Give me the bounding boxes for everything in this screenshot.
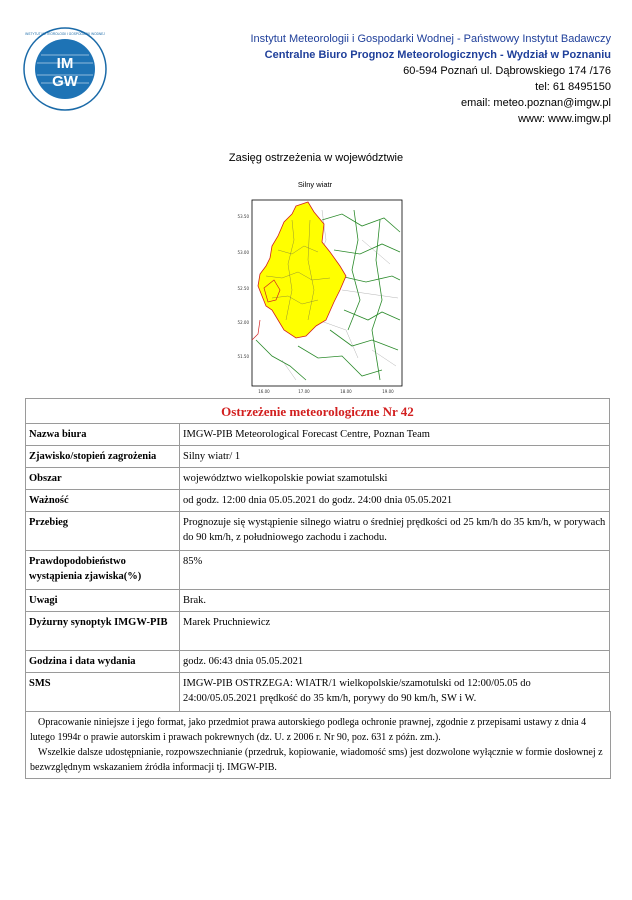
office-website[interactable]: www: www.imgw.pl (518, 113, 611, 125)
row-value-area: województwo wielkopolskie powiat szamotulski (180, 468, 610, 490)
row-value-probability: 85% (180, 551, 610, 590)
warning-map (222, 180, 408, 398)
row-value-phenomenon: Silny wiatr/ 1 (180, 446, 610, 468)
y-tick-1: 53.50 (237, 214, 249, 219)
row-label-validity: Ważność (26, 490, 180, 512)
y-tick-3: 52.50 (237, 286, 249, 291)
table-row (26, 512, 610, 551)
imgw-logo (23, 27, 107, 111)
row-value-office: IMGW-PIB Meteorological Forecast Centre, Poznan Team (180, 424, 610, 446)
y-tick-4: 52.00 (237, 320, 249, 325)
row-label-area: Obszar (26, 468, 180, 490)
row-label-sms: SMS (26, 673, 180, 712)
office-email[interactable]: email: meteo.poznan@imgw.pl (461, 97, 611, 109)
y-tick-2: 53.00 (237, 250, 249, 255)
office-address: 60-594 Poznań ul. Dąbrowskiego 174 /176 (403, 65, 611, 77)
row-value-issued: godz. 06:43 dnia 05.05.2021 (180, 651, 610, 673)
logo-text-bottom: GW (52, 73, 78, 90)
table-row (26, 490, 610, 512)
map-title: Zasięg ostrzeżenia w województwie (228, 152, 404, 164)
row-label-course: Przebieg (26, 512, 180, 551)
row-value-notes: Brak. (180, 590, 610, 612)
table-row (26, 673, 610, 712)
logo-ring-text: INSTYTUT METEOROLOGII I GOSPODARKI WODNEJ (25, 32, 105, 36)
row-value-forecaster: Marek Pruchniewicz (180, 612, 610, 651)
table-row (26, 424, 610, 446)
x-tick-2: 17.00 (298, 389, 310, 394)
row-label-forecaster: Dyżurny synoptyk IMGW-PIB (26, 612, 180, 651)
x-tick-1: 16.00 (258, 389, 270, 394)
map-canvas (222, 180, 408, 398)
x-tick-4: 19.00 (382, 389, 394, 394)
map-subtitle: Silny wiatr (297, 180, 333, 189)
row-label-probability: Prawdopodobieństwo wystąpienia zjawiska(%) (26, 551, 180, 590)
row-value-validity: od godz. 12:00 dnia 05.05.2021 do godz. 24:00 dnia 05.05.2021 (180, 490, 610, 512)
copyright-notice (25, 711, 611, 779)
copyright-paragraph-2: Wszelkie dalsze udostępnianie, rozpowszechnianie (przedruk, kopiowanie, wiadomość sms) jest dozwolone wyłącznie w formie dosłownej z bezwzględnym wskazaniem źródła informacji tj. IMGW-PIB. (30, 747, 603, 773)
row-label-phenomenon: Zjawisko/stopień zagrożenia (26, 446, 180, 468)
row-value-course: Prognozuje się wystąpienie silnego wiatru o średniej prędkości od 25 km/h do 35 km/h, w porywach do 90 km/h, z południowego zachodu i zachodu. (180, 512, 610, 551)
table-row (26, 612, 610, 651)
row-label-notes: Uwagi (26, 590, 180, 612)
table-row (26, 590, 610, 612)
warning-title: Ostrzeżenie meteorologiczne Nr 42 (26, 399, 610, 424)
y-tick-5: 51.50 (237, 354, 249, 359)
office-phone: tel: 61 8495150 (535, 81, 611, 93)
table-row (26, 446, 610, 468)
institute-header (250, 31, 611, 127)
x-tick-3: 18.00 (340, 389, 352, 394)
logo-text-top: IM (56, 55, 74, 72)
row-label-issued: Godzina i data wydania (26, 651, 180, 673)
table-row (26, 651, 610, 673)
row-label-office: Nazwa biura (26, 424, 180, 446)
row-value-sms: IMGW-PIB OSTRZEGA: WIATR/1 wielkopolskie/szamotulski od 12:00/05.05 do 24:00/05.05.2021 prędkość do 35 km/h, porywy do 90 km/h, SW i W. (180, 673, 610, 712)
copyright-paragraph-1: Opracowanie niniejsze i jego format, jako przedmiot prawa autorskiego podlega ochronie prawnej, zgodnie z przepisami ustawy z dnia 4 lutego 1994r o prawie autorskim i prawach pokrewnych (dz. U. z 2006 r. Nr 90, poz. 631 z późn. zm.). (30, 717, 587, 743)
table-row (26, 468, 610, 490)
warning-table (25, 398, 610, 712)
institute-name: Instytut Meteorologii i Gospodarki Wodnej - Państwowy Instytut Badawczy (250, 33, 611, 45)
table-row (26, 551, 610, 590)
office-name: Centralne Biuro Prognoz Meteorologicznych - Wydział w Poznaniu (264, 49, 611, 61)
